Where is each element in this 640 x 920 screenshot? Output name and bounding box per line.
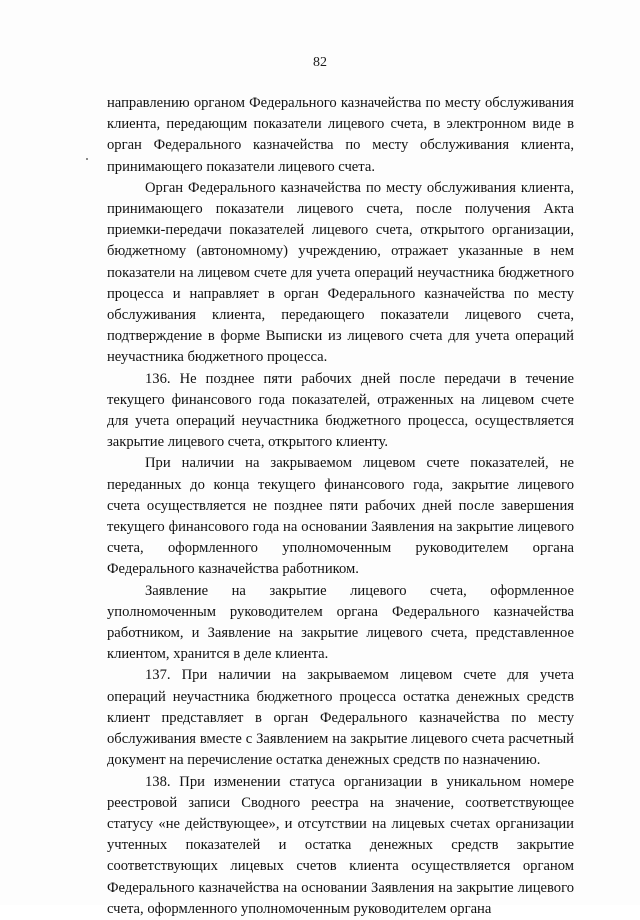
- page-number: 82: [313, 55, 327, 70]
- paragraph: При наличии на закрываемом лицевом счете показателей, не переданных до конца текущего финансового года, закрытие лицевого счета осуществляется не позднее пяти рабочих дней после завершения текущего финансового года на основании Заявления на закрытие лицевого счета, оформленного уполномоченным руководителем органа Федерального казначейства работником.: [107, 455, 574, 578]
- scan-speck: [86, 158, 88, 160]
- document-body: [107, 93, 574, 920]
- paragraph: Заявление на закрытие лицевого счета, оформленное уполномоченным руководителем органа Федерального казначейства работником, и Заявление на закрытие лицевого счета, представленное клиентом, хранится в деле клиента.: [107, 582, 574, 663]
- paragraph-136: 136. Не позднее пяти рабочих дней после передачи в течение текущего финансового года показателей, отраженных на лицевом счете для учета операций неучастника бюджетного процесса, осуществляется закрытие лицевого счета, открытого клиенту.: [107, 370, 574, 451]
- paragraph-138: 138. При изменении статуса организации в уникальном номере реестровой записи Сводного реестра на значение, соответствующее статусу «не действующее», и отсутствии на лицевых счетах организации учтенных показателей и остатка денежных средств закрытие соответствующих лицевых счетов клиента осуществляется органом Федерального казначейства на основании Заявления на закрытие лицевого счета, оформленного уполномоченным руководителем органа: [107, 773, 574, 917]
- paragraph: Орган Федерального казначейства по месту обслуживания клиента, принимающего показатели лицевого счета, после получения Акта приемки-передачи показателей лицевого счета, открытого организации, бюджетному (автономному) учреждению, отражает указанные в нем показатели на лицевом счете для учета операций неучастника бюджетного процесса и направляет в орган Федерального казначейства по месту обслуживания клиента, передающего показатели лицевого счета, подтверждение в форме Выписки из лицевого счета для учета операций неучастника бюджетного процесса.: [107, 179, 574, 366]
- paragraph: направлению органом Федерального казначейства по месту обслуживания клиента, передающим показатели лицевого счета, в электронном виде в орган Федерального казначейства по месту обслуживания клиента, принимающего показатели лицевого счета.: [107, 95, 574, 175]
- paragraph-137: 137. При наличии на закрываемом лицевом счете для учета операций неучастника бюджетного процесса остатка денежных средств клиент представляет в орган Федерального казначейства по месту обслуживания вместе с Заявлением на закрытие лицевого счета расчетный документ на перечисление остатка денежных средств по назначению.: [107, 667, 574, 769]
